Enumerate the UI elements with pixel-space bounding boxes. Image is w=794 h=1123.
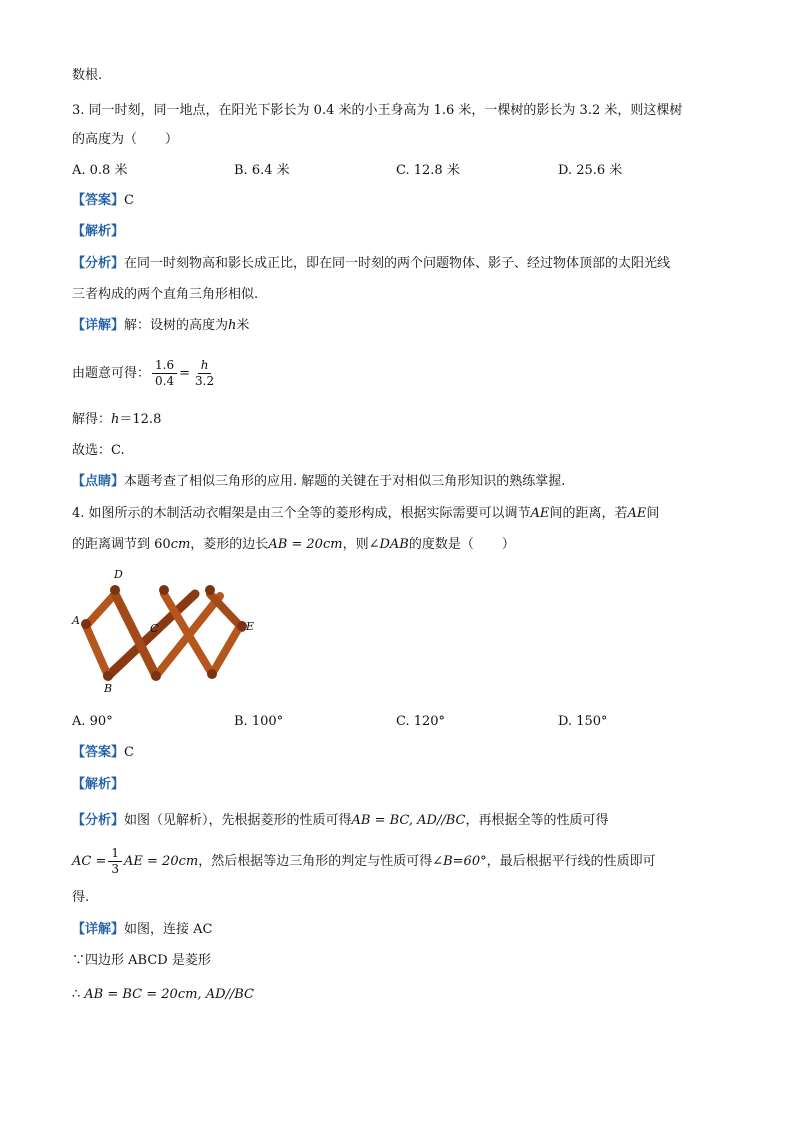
math-expression: AB = BC, AD//BC — [351, 813, 466, 828]
label-a: A — [72, 614, 80, 627]
math-ae: AE — [627, 506, 647, 521]
q4-option-c: C. 120° — [396, 714, 446, 729]
q3-option-a: A. 0.8 米 — [72, 163, 128, 178]
answer-tag: 【答案】 — [72, 745, 125, 760]
question-4-text: 的度数是（ — [408, 537, 474, 552]
peg — [159, 585, 169, 595]
q3-answer — [72, 191, 134, 211]
q3-equation — [72, 356, 219, 392]
q3-fenxi — [72, 254, 670, 274]
question-4-stem-cont — [72, 535, 515, 555]
question-3-stem-cont — [72, 130, 178, 150]
denominator: 0.4 — [155, 374, 175, 388]
xiangjie-text: ∵四边形 ABCD 是菱形 — [72, 953, 211, 968]
fenxi-tag: 【分析】 — [72, 256, 125, 271]
math-angle: ∠B=60° — [432, 854, 487, 869]
question-4-text: 间的距离，若 — [549, 506, 628, 521]
q4-answer — [72, 743, 134, 763]
equals-sign: = — [179, 366, 191, 381]
fraction — [192, 358, 217, 389]
fenxi-text: 在同一时刻物高和影长成正比，即在同一时刻的两个问题物体、影子、经过物体顶部的太阳光线 — [124, 256, 671, 271]
question-4-text: 间 — [646, 506, 660, 521]
q3-solution — [72, 410, 161, 430]
wood-bar — [210, 594, 242, 628]
answer-value: C — [124, 745, 134, 760]
peg — [103, 671, 113, 681]
therefore-symbol: ∴ — [72, 987, 81, 1002]
solution-value: ＝12.8 — [119, 412, 162, 427]
question-4-text: 的距离调节到 60 — [72, 537, 171, 552]
paren-close: ） — [165, 132, 179, 147]
question-4-text: ，菱形的边长 — [190, 537, 269, 552]
numerator: h — [198, 358, 212, 374]
label-e: E — [246, 620, 255, 633]
wood-bar — [86, 594, 115, 626]
fraction — [152, 358, 177, 389]
analysis-tag: 【解析】 — [72, 777, 125, 792]
math-ab: AB = 20cm — [268, 537, 343, 552]
q4-xiangjie-step — [72, 985, 254, 1005]
fenxi-text: 如图（见解析），先根据菱形的性质可得 — [124, 813, 352, 828]
q3-fenxi-cont — [72, 285, 258, 305]
analysis-tag: 【解析】 — [72, 224, 125, 239]
denominator: 3.2 — [195, 374, 215, 388]
q3-dianjing — [72, 472, 565, 492]
q4-fenxi-end — [72, 888, 89, 908]
xiangjie-tag: 【详解】 — [72, 922, 125, 937]
question-4-text: 4. 如图所示的木制活动衣帽架是由三个全等的菱形构成，根据实际需要可以调节 — [72, 506, 531, 521]
q3-choice — [72, 441, 125, 461]
dianjing-tag: 【点睛】 — [72, 474, 125, 489]
math-expression: AB = BC = 20cm, AD//BC — [84, 987, 255, 1002]
peg — [205, 585, 215, 595]
math-ae: AE — [530, 506, 550, 521]
xiangjie-text: 如图，连接 AC — [124, 922, 213, 937]
var-h: h — [228, 318, 237, 333]
question-3-text: 3. 同一时刻，同一地点，在阳光下影长为 0.4 米的小王身高为 1.6 米，一棵树的影长为 3.2 米，则这棵树 — [72, 103, 683, 118]
xiangjie-tag: 【详解】 — [72, 318, 125, 333]
q3-option-c: C. 12.8 米 — [396, 163, 460, 178]
peg — [207, 669, 217, 679]
math-expression: AE = 20cm — [124, 854, 199, 869]
q3-option-b: B. 6.4 米 — [234, 163, 290, 178]
q4-option-a: A. 90° — [72, 714, 113, 729]
fenxi-text-cont: 三者构成的两个直角三角形相似. — [72, 287, 259, 302]
question-4-stem — [72, 504, 659, 524]
q4-option-b: B. 100° — [234, 714, 284, 729]
equation-label: 由题意可得： — [72, 366, 151, 381]
fenxi-text: ，再根据全等的性质可得 — [465, 813, 609, 828]
fenxi-text: ，最后根据平行线的性质即可 — [486, 854, 656, 869]
var-h: h — [111, 412, 120, 427]
answer-value: C — [124, 193, 134, 208]
dianjing-text: 本题考查了相似三角形的应用. 解题的关键在于对相似三角形知识的熟练掌握. — [124, 474, 566, 489]
unit-text: 米 — [236, 318, 250, 333]
unit-cm: cm — [170, 537, 191, 552]
text-fragment: 数根. — [72, 68, 103, 83]
answer-tag: 【答案】 — [72, 193, 125, 208]
label-d: D — [114, 568, 123, 581]
fenxi-tag: 【分析】 — [72, 813, 125, 828]
choice-text: 故选：C. — [72, 443, 125, 458]
solution-label: 解得： — [72, 412, 112, 427]
fenxi-text: 得. — [72, 890, 90, 905]
q4-analysis-heading — [72, 775, 124, 795]
wood-bar — [86, 626, 108, 676]
text-line — [72, 66, 102, 86]
q4-fenxi-cont — [72, 845, 656, 879]
rack-bars — [86, 594, 242, 676]
peg — [151, 671, 161, 681]
q3-xiangjie — [72, 316, 249, 336]
math-ac: AC = — [72, 854, 107, 869]
q4-option-d: D. 150° — [558, 714, 608, 729]
math-angle: ∠DAB — [368, 537, 409, 552]
wood-bar — [212, 626, 240, 674]
question-3-text-cont: 的高度为（ — [72, 132, 138, 147]
coat-rack-figure — [70, 566, 270, 696]
q4-xiangjie — [72, 920, 212, 940]
paren-close: ） — [501, 537, 515, 552]
q3-analysis-heading — [72, 222, 124, 242]
numerator: 1.6 — [152, 358, 177, 374]
q3-option-d: D. 25.6 米 — [558, 163, 623, 178]
fenxi-text: ，然后根据等边三角形的判定与性质可得 — [198, 854, 433, 869]
denominator: 3 — [111, 862, 120, 876]
fraction — [108, 846, 122, 877]
peg — [81, 619, 91, 629]
xiangjie-text: 解：设树的高度为 — [124, 318, 229, 333]
question-4-text: ，则 — [342, 537, 369, 552]
label-c: C — [150, 622, 159, 635]
label-b: B — [104, 682, 113, 695]
peg — [110, 585, 120, 595]
question-3-stem — [72, 101, 682, 121]
q4-xiangjie-step — [72, 951, 211, 971]
numerator: 1 — [108, 846, 122, 862]
q4-fenxi — [72, 811, 609, 831]
